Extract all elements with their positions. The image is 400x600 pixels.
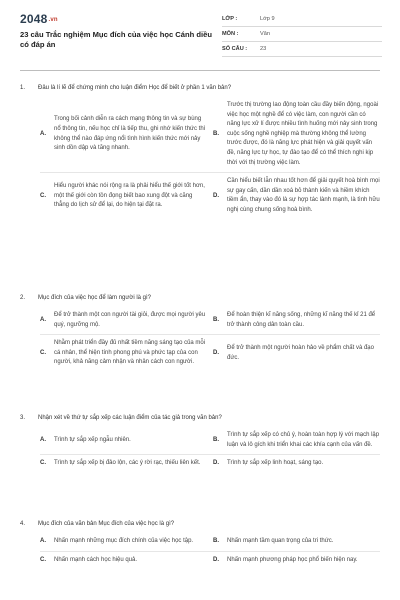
question-text: Mục đích của văn bản Mục đích của việc học là gì?	[38, 521, 175, 527]
row-separator	[40, 334, 380, 335]
meta-value: Lớp 9	[260, 16, 275, 22]
option-letter: B.	[213, 316, 219, 323]
meta-value: Văn	[260, 31, 270, 37]
meta-key: LỚP :	[222, 16, 238, 22]
question-3	[20, 414, 380, 469]
question-4	[20, 520, 380, 565]
option-letter: A.	[40, 130, 46, 137]
row-separator	[40, 551, 380, 552]
option-text: Hiểu người khác nói rộng ra là phải hiểu thế giới tốt hơn, một thế giới còn tồn đọng biết bao xung đột và căng thẳng do lịch sử để lại, do hiện tại đặt ra.	[54, 182, 205, 209]
option-letter: B.	[213, 538, 219, 544]
option-letter: C.	[40, 556, 46, 563]
question-number: 4.	[20, 521, 26, 527]
option-b[interactable]	[213, 431, 380, 450]
option-letter: B.	[213, 436, 219, 443]
option-b[interactable]	[213, 101, 380, 168]
option-letter: A.	[40, 538, 46, 544]
question-number: 2.	[20, 295, 26, 301]
option-text: Nhấn mạnh cách học hiệu quả.	[54, 556, 138, 563]
option-letter: D.	[213, 460, 219, 467]
option-letter: A.	[40, 316, 46, 323]
option-letter: D.	[213, 349, 219, 356]
option-c[interactable]	[40, 177, 207, 215]
options-row	[40, 177, 380, 215]
meta-key: MÔN :	[222, 31, 239, 37]
question-text: Nhận xét về thứ tự sắp xếp các luận điểm của tác giả trong văn bản?	[38, 415, 222, 421]
option-text: Nhấn mạnh những mục đích chính của việc học tập.	[54, 538, 194, 544]
option-letter: D.	[213, 556, 219, 563]
row-separator	[40, 172, 380, 173]
option-c[interactable]	[40, 459, 207, 469]
question-1	[20, 84, 380, 216]
option-d[interactable]	[213, 459, 380, 469]
option-c[interactable]	[40, 339, 207, 368]
question-stem	[20, 84, 380, 93]
option-text: Để trở thành một con người tài giỏi, được mọi người yêu quý, ngưỡng mộ.	[54, 312, 206, 328]
meta-row-subject	[222, 27, 382, 42]
option-text: Trình tự sắp xếp linh hoạt, sáng tạo.	[227, 460, 324, 467]
options-row	[40, 101, 380, 168]
header-divider	[20, 70, 380, 71]
option-text: Nhấn mạnh tầm quan trọng của tri thức.	[227, 538, 334, 544]
options-row	[40, 537, 380, 547]
option-text: Trình tự sắp xếp ngẫu nhiên.	[54, 436, 131, 443]
option-c[interactable]	[40, 556, 207, 566]
option-text: Để hoàn thiện kĩ năng sống, những kĩ năng thế kỉ 21 để trở thành công dân toàn cầu.	[227, 312, 376, 328]
question-number: 3.	[20, 415, 26, 421]
options	[40, 101, 380, 216]
option-d[interactable]	[213, 177, 380, 215]
option-letter: C.	[40, 460, 46, 467]
question-stem	[20, 294, 380, 303]
option-b[interactable]	[213, 311, 380, 330]
option-letter: C.	[40, 192, 46, 199]
option-a[interactable]	[40, 431, 207, 450]
options-row	[40, 459, 380, 469]
option-a[interactable]	[40, 101, 207, 168]
question-text: Đâu là lí lẽ để chứng minh cho luận điểm Học để biết ở phần 1 văn bản?	[38, 85, 232, 91]
question-number: 1.	[20, 85, 26, 91]
logo-main: 2048	[20, 12, 48, 26]
options-row	[40, 339, 380, 368]
options	[40, 431, 380, 469]
option-text: Để trở thành một người hoàn hảo về phẩm chất và đạo đức.	[227, 344, 374, 361]
option-letter: A.	[40, 436, 46, 443]
meta-key: SỐ CÂU :	[222, 46, 248, 52]
option-b[interactable]	[213, 537, 380, 547]
option-a[interactable]	[40, 311, 207, 330]
question-2	[20, 294, 380, 368]
row-separator	[40, 454, 380, 455]
site-logo[interactable]	[20, 12, 58, 26]
option-text: Trình tự sắp xếp có chủ ý, hoàn toàn hợp lý với mạch lập luận và lô gích khi triển khai các khía cạnh của vấn đề.	[227, 432, 380, 448]
question-stem	[20, 520, 380, 529]
options-row	[40, 431, 380, 450]
question-stem	[20, 414, 380, 423]
option-text: Nhằm phát triển đầy đủ nhất tiềm năng sáng tạo của mỗi cá nhân, thể hiện tính phong phú và phức tạp của con người, khả năng cảm nhận và nhân cách con người.	[54, 340, 206, 366]
options-row	[40, 556, 380, 566]
options	[40, 537, 380, 565]
option-text: Trình tự sắp xếp bị đảo lộn, các ý rời rạc, thiếu liên kết.	[54, 460, 201, 467]
meta-value: 23	[260, 46, 267, 52]
option-text: Nhấn mạnh phương pháp học phổ biến hiện nay.	[227, 556, 358, 563]
meta-row-count	[222, 42, 382, 57]
option-text: Trước thị trường lao động toàn cầu đầy biến động, ngoài việc học một nghề để có việc làm, con người cần có năng lực xử lí được nhiều tình huống mới nảy sinh trong cuộc sống nghề nghiệp mà thường không thể lường trước được, đó là năng lực phát hiện và giải quyết vấn đề, năng lực tự học, tự đào tạo để có thể thích nghi kịp thời với thị trường việc làm.	[227, 102, 379, 166]
option-a[interactable]	[40, 537, 207, 547]
option-letter: C.	[40, 349, 46, 356]
question-text: Mục đích của việc học để làm người là gì?	[38, 295, 152, 301]
meta-row-class	[222, 12, 382, 27]
options-row	[40, 311, 380, 330]
document-title: 23 câu Trắc nghiệm Mục đích của việc học Cánh diều có đáp án	[20, 30, 213, 49]
option-d[interactable]	[213, 556, 380, 566]
option-text: Trong bối cảnh diễn ra cách mạng thông tin và sự bùng nổ thông tin, nếu học chỉ là tiếp thu, ghi nhớ kiến thức thì không thể nào đáp ứng nổi tình hình kiến thức mới nảy sinh dồn dập và tăng nhanh.	[54, 116, 206, 152]
logo-suffix: .vn	[48, 16, 58, 23]
option-d[interactable]	[213, 339, 380, 368]
option-letter: B.	[213, 130, 219, 137]
meta-table	[222, 12, 382, 57]
options	[40, 311, 380, 368]
option-letter: D.	[213, 192, 219, 199]
document-header	[0, 0, 400, 64]
option-text: Cần hiểu biết lẫn nhau tốt hơn để giải quyết hoà bình mọi sự gay cấn, dần dần xoá bỏ thành kiến và hiềm khích tiềm ẩn, thay vào đó là sự hợp tác lành mạnh, là tình hữu nghị cùng chung sống hoà bình.	[227, 178, 380, 213]
